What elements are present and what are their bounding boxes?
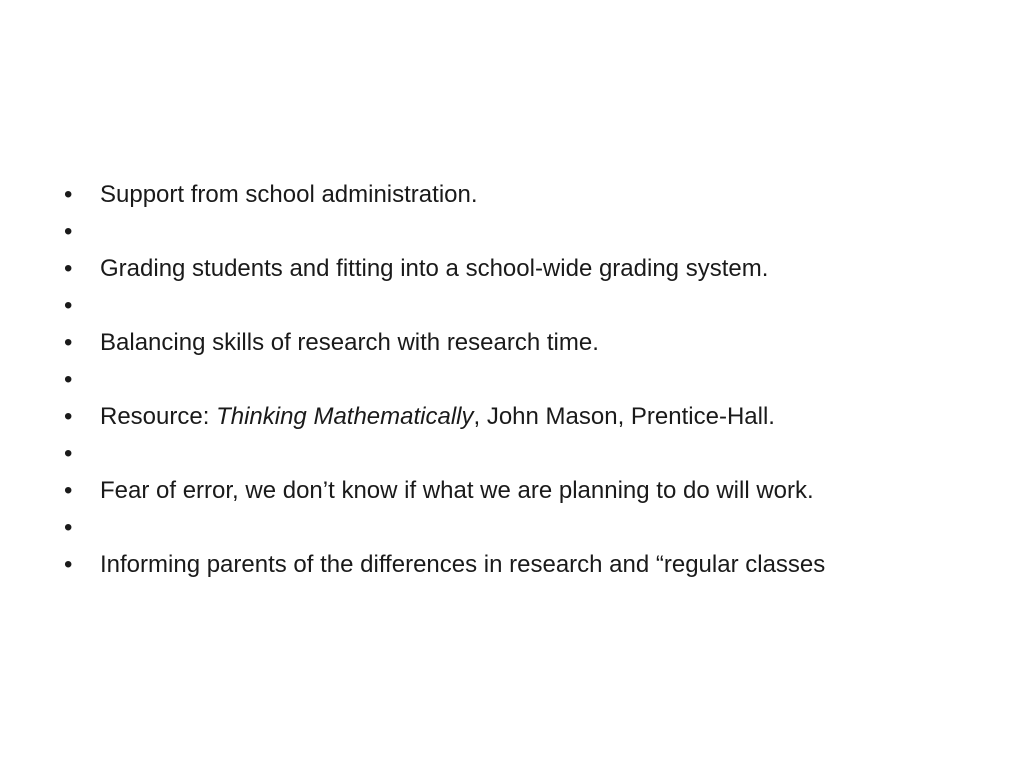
bullet-icon: • (64, 366, 73, 393)
bullet-icon: • (64, 514, 73, 541)
bullet-icon: • (64, 181, 73, 208)
list-item-text: Fear of error, we don’t know if what we are planning to do will work. (100, 477, 814, 504)
list-item-fear (60, 476, 940, 505)
bullet-icon: • (64, 292, 73, 319)
list-item-balancing (60, 328, 940, 357)
book-title: Thinking Mathematically (216, 403, 474, 430)
bullet-icon: • (64, 255, 73, 282)
list-item-text: Informing parents of the differences in research and “regular classes (100, 551, 826, 578)
bullet-icon: • (64, 440, 73, 467)
list-item-empty (60, 217, 940, 246)
bullet-list (60, 180, 940, 587)
list-item-empty (60, 291, 940, 320)
list-item-support (60, 180, 940, 209)
list-item-text: Grading students and fitting into a school-wide grading system. (100, 255, 769, 282)
list-item-informing (60, 550, 940, 579)
list-item-empty (60, 513, 940, 542)
list-item-text (100, 402, 940, 431)
list-item-empty (60, 439, 940, 468)
book-author: , John Mason, Prentice-Hall. (473, 403, 775, 430)
bullet-icon: • (64, 329, 73, 356)
list-item-text: Support from school administration. (100, 181, 478, 208)
list-item-grading (60, 254, 940, 283)
list-item-resource (60, 402, 940, 431)
list-item-text: Balancing skills of research with research time. (100, 329, 599, 356)
list-item-empty (60, 365, 940, 394)
bullet-icon: • (64, 403, 73, 430)
bullet-icon: • (64, 551, 73, 578)
bullet-icon: • (64, 218, 73, 245)
resource-label: Resource: (100, 403, 217, 430)
bullet-icon: • (64, 477, 73, 504)
